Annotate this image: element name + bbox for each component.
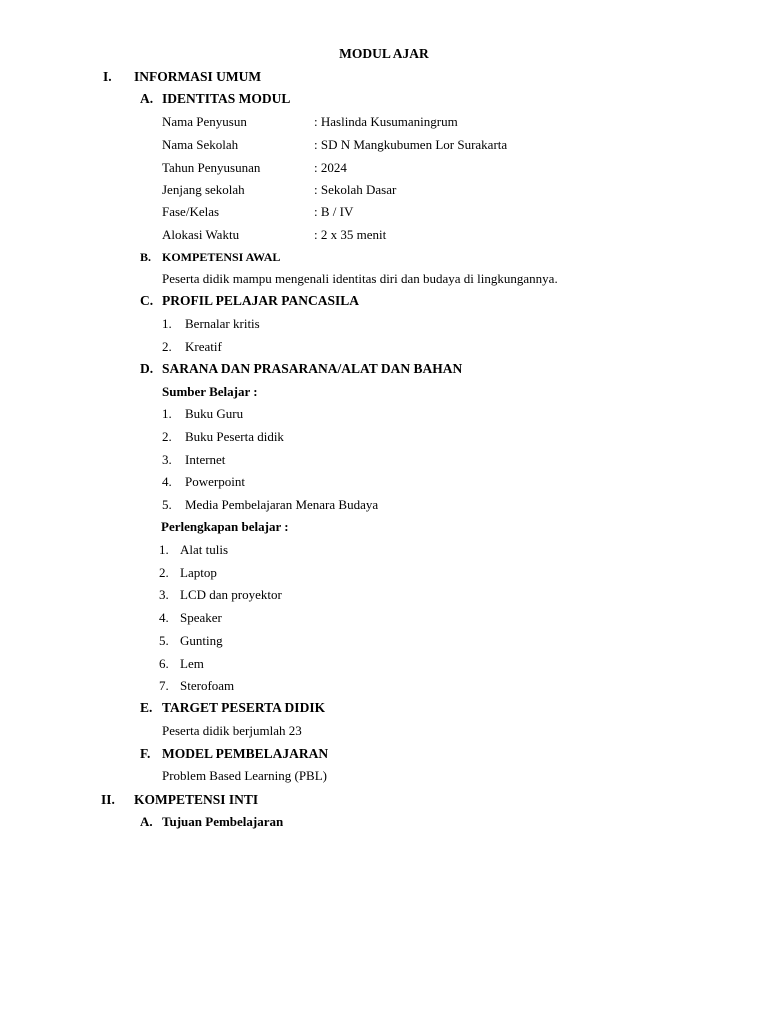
document-title: MODUL AJAR [339, 46, 429, 61]
perlengkapan-item: Gunting [180, 633, 223, 648]
identity-label-penyusun: Nama Penyusun [162, 114, 247, 129]
sumber-item: Internet [185, 452, 226, 467]
identity-value-sekolah: : SD N Mangkubumen Lor Surakarta [314, 137, 508, 152]
sumber-item-num: 1. [162, 406, 172, 421]
section-2-subsection-a-title: Tujuan Pembelajaran [162, 814, 284, 829]
subsection-d-title: SARANA DAN PRASARANA/ALAT DAN BAHAN [162, 361, 463, 376]
sumber-item-num: 5. [162, 497, 172, 512]
profil-item: Kreatif [185, 339, 222, 354]
identity-value-penyusun: : Haslinda Kusumaningrum [314, 114, 458, 129]
identity-value-alokasi: : 2 x 35 menit [314, 227, 387, 242]
sumber-belajar-heading: Sumber Belajar : [162, 384, 258, 399]
section-1-number: I. [103, 69, 112, 84]
perlengkapan-item-num: 5. [159, 633, 169, 648]
identity-label-alokasi: Alokasi Waktu [162, 227, 240, 242]
perlengkapan-item: Laptop [180, 565, 217, 580]
subsection-c-title: PROFIL PELAJAR PANCASILA [162, 293, 360, 308]
profil-item-num: 1. [162, 316, 172, 331]
perlengkapan-item-num: 6. [159, 656, 169, 671]
perlengkapan-item-num: 7. [159, 678, 169, 693]
perlengkapan-belajar-heading: Perlengkapan belajar : [161, 519, 289, 534]
subsection-c-letter: C. [140, 293, 154, 308]
profil-item-num: 2. [162, 339, 172, 354]
profil-item: Bernalar kritis [185, 316, 260, 331]
perlengkapan-item: Speaker [180, 610, 222, 625]
identity-value-tahun: : 2024 [314, 160, 347, 175]
section-2-title: KOMPETENSI INTI [134, 792, 259, 807]
sumber-item: Powerpoint [185, 474, 245, 489]
identity-label-fase: Fase/Kelas [162, 204, 220, 219]
target-peserta-text: Peserta didik berjumlah 23 [162, 723, 302, 738]
perlengkapan-item-num: 4. [159, 610, 169, 625]
sumber-item-num: 2. [162, 429, 172, 444]
identity-label-jenjang: Jenjang sekolah [162, 182, 245, 197]
subsection-f-title: MODEL PEMBELAJARAN [162, 746, 329, 761]
perlengkapan-item: LCD dan proyektor [180, 587, 282, 602]
perlengkapan-item: Sterofoam [180, 678, 235, 693]
perlengkapan-item-num: 3. [159, 587, 169, 602]
section-2-number: II. [101, 792, 115, 807]
identity-label-sekolah: Nama Sekolah [162, 137, 239, 152]
sumber-item: Buku Peserta didik [185, 429, 284, 444]
subsection-f-letter: F. [140, 746, 151, 761]
identity-label-tahun: Tahun Penyusunan [162, 160, 261, 175]
perlengkapan-item: Lem [180, 656, 204, 671]
perlengkapan-item-num: 1. [159, 542, 169, 557]
section-1-title: INFORMASI UMUM [134, 69, 262, 84]
section-2-subsection-a-letter: A. [140, 814, 153, 829]
kompetensi-awal-text: Peserta didik mampu mengenali identitas diri dan budaya di lingkungannya. [162, 271, 558, 286]
sumber-item: Media Pembelajaran Menara Budaya [185, 497, 379, 512]
subsection-b-title: KOMPETENSI AWAL [162, 250, 281, 264]
model-pembelajaran-text: Problem Based Learning (PBL) [162, 768, 327, 783]
identity-value-fase: : B / IV [314, 204, 354, 219]
subsection-b-letter: B. [140, 250, 152, 264]
sumber-item: Buku Guru [185, 406, 244, 421]
subsection-a-title: IDENTITAS MODUL [162, 91, 291, 106]
sumber-item-num: 3. [162, 452, 172, 467]
sumber-item-num: 4. [162, 474, 172, 489]
perlengkapan-item: Alat tulis [180, 542, 229, 557]
subsection-d-letter: D. [140, 361, 154, 376]
subsection-a-letter: A. [140, 91, 154, 106]
subsection-e-title: TARGET PESERTA DIDIK [162, 700, 326, 715]
identity-value-jenjang: : Sekolah Dasar [314, 182, 397, 197]
perlengkapan-item-num: 2. [159, 565, 169, 580]
subsection-e-letter: E. [140, 700, 153, 715]
